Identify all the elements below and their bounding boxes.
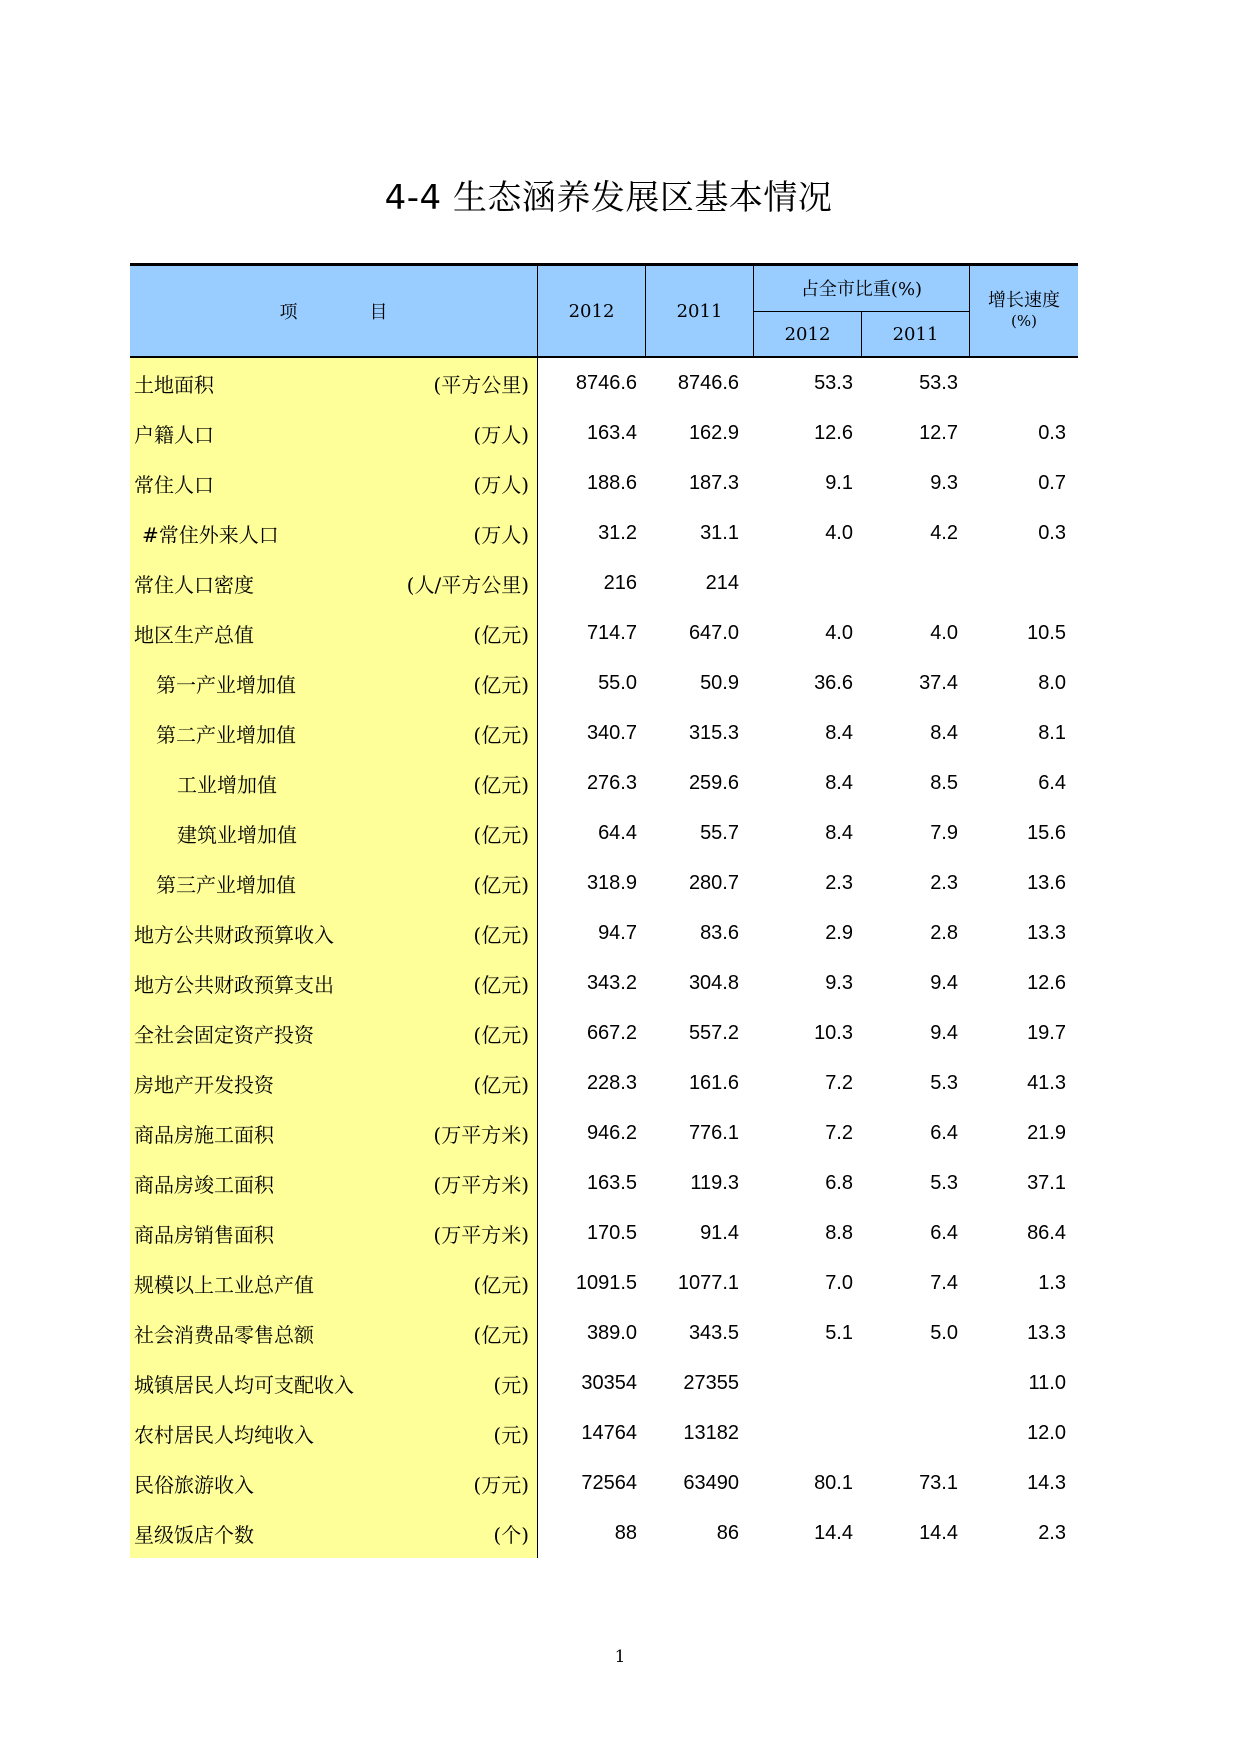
item-cell [130, 408, 537, 458]
share-2011: 73.1 [919, 1471, 958, 1494]
item-cell [130, 1458, 537, 1508]
item-cell [130, 358, 537, 408]
item-cell [130, 558, 537, 608]
item-cell [130, 1508, 537, 1558]
growth-rate: 13.3 [1027, 1321, 1066, 1344]
row-unit: (亿元) [473, 1322, 529, 1347]
share-2012: 36.6 [814, 671, 853, 694]
value-2012: 8746.6 [575, 371, 637, 394]
item-cell [130, 658, 537, 708]
value-2012: 343.2 [586, 971, 637, 994]
growth-rate: 0.7 [1038, 471, 1066, 494]
row-label: 房地产开发投资 [134, 1072, 274, 1097]
table-row [130, 708, 1078, 758]
table-body [130, 358, 1078, 1558]
table-row [130, 1008, 1078, 1058]
value-2012: 64.4 [598, 821, 637, 844]
table-row [130, 1308, 1078, 1358]
row-unit: (亿元) [473, 972, 529, 997]
row-unit: (亿元) [473, 1022, 529, 1047]
table-row [130, 858, 1078, 908]
value-2011: 776.1 [688, 1121, 739, 1144]
item-cell [130, 1108, 537, 1158]
share-2011: 14.4 [919, 1521, 958, 1544]
value-2011: 50.9 [700, 671, 739, 694]
value-2011: 27355 [683, 1371, 739, 1394]
table-row [130, 408, 1078, 458]
header-growth-unit: (%) [1011, 312, 1037, 330]
growth-rate: 8.0 [1038, 671, 1066, 694]
share-2012: 12.6 [814, 421, 853, 444]
item-cell [130, 808, 537, 858]
row-label: 户籍人口 [134, 422, 214, 447]
header-share-group: 占全市比重(%) [800, 279, 923, 300]
row-label: 民俗旅游收入 [134, 1472, 254, 1497]
page-title: 4-4 生态涵养发展区基本情况 [384, 178, 833, 218]
row-unit: (亿元) [473, 622, 529, 647]
value-2011: 162.9 [688, 421, 739, 444]
table-row [130, 508, 1078, 558]
item-cell [130, 1158, 537, 1208]
share-2012: 9.3 [825, 971, 853, 994]
row-unit: (亿元) [473, 872, 529, 897]
value-2011: 647.0 [688, 621, 739, 644]
row-unit: (万平方米) [433, 1122, 529, 1147]
share-2012: 2.9 [825, 921, 853, 944]
value-2011: 315.3 [688, 721, 739, 744]
row-unit: (亿元) [473, 822, 529, 847]
growth-rate: 13.6 [1027, 871, 1066, 894]
page-number: 1 [614, 1647, 626, 1667]
share-2012: 2.3 [825, 871, 853, 894]
table-row [130, 1058, 1078, 1108]
growth-rate: 12.0 [1027, 1421, 1066, 1444]
value-2011: 187.3 [688, 471, 739, 494]
row-unit: (个) [493, 1522, 529, 1547]
item-cell [130, 508, 537, 558]
value-2012: 88 [614, 1521, 637, 1544]
value-2012: 72564 [581, 1471, 637, 1494]
table-row [130, 1208, 1078, 1258]
row-unit: (亿元) [473, 722, 529, 747]
share-2012: 8.4 [825, 821, 853, 844]
value-2012: 667.2 [586, 1021, 637, 1044]
row-label: 农村居民人均纯收入 [134, 1422, 314, 1447]
value-2011: 86 [716, 1521, 739, 1544]
row-unit: (平方公里) [433, 372, 529, 397]
value-2012: 163.5 [586, 1171, 637, 1194]
item-cell [130, 1058, 537, 1108]
item-cell [130, 1358, 537, 1408]
table-row [130, 808, 1078, 858]
table-row [130, 758, 1078, 808]
header-2011: 2011 [676, 300, 723, 322]
value-2012: 389.0 [586, 1321, 637, 1344]
table-row [130, 1358, 1078, 1408]
row-label: 第一产业增加值 [156, 672, 296, 697]
share-2011: 6.4 [930, 1121, 958, 1144]
value-2011: 63490 [683, 1471, 739, 1494]
row-unit: (万平方米) [433, 1222, 529, 1247]
value-2011: 83.6 [700, 921, 739, 944]
growth-rate: 0.3 [1038, 421, 1066, 444]
table-row [130, 1108, 1078, 1158]
table-row [130, 958, 1078, 1008]
value-2011: 304.8 [688, 971, 739, 994]
table-row [130, 358, 1078, 408]
value-2011: 91.4 [700, 1221, 739, 1244]
value-2012: 170.5 [586, 1221, 637, 1244]
value-2011: 259.6 [688, 771, 739, 794]
statistics-table [130, 263, 1078, 1558]
row-unit: (元) [493, 1372, 529, 1397]
growth-rate: 86.4 [1027, 1221, 1066, 1244]
value-2011: 55.7 [700, 821, 739, 844]
value-2012: 94.7 [598, 921, 637, 944]
growth-rate: 41.3 [1027, 1071, 1066, 1094]
table-row [130, 1458, 1078, 1508]
table-row [130, 1258, 1078, 1308]
value-2012: 14764 [581, 1421, 637, 1444]
header-growth-label: 增长速度 [988, 290, 1060, 311]
row-unit: (万人) [473, 472, 529, 497]
row-label: 地区生产总值 [134, 622, 254, 647]
row-label: 常住人口密度 [134, 572, 254, 597]
growth-rate: 11.0 [1028, 1371, 1066, 1394]
share-2011: 8.5 [930, 771, 958, 794]
share-2012: 5.1 [825, 1321, 853, 1344]
item-cell [130, 1208, 537, 1258]
item-cell [130, 858, 537, 908]
value-2012: 946.2 [586, 1121, 637, 1144]
row-unit: (亿元) [473, 1072, 529, 1097]
row-label: 商品房销售面积 [134, 1222, 274, 1247]
row-unit: (元) [493, 1422, 529, 1447]
row-label: 规模以上工业总产值 [134, 1272, 314, 1297]
share-2012: 8.8 [825, 1221, 853, 1244]
share-2012: 53.3 [814, 371, 853, 394]
share-2012: 4.0 [825, 521, 853, 544]
value-2012: 188.6 [586, 471, 637, 494]
value-2011: 31.1 [700, 521, 739, 544]
row-label: 地方公共财政预算支出 [134, 972, 334, 997]
header-item: 项 目 [279, 302, 388, 323]
value-2011: 1077.1 [677, 1271, 739, 1294]
share-2012: 7.2 [825, 1071, 853, 1094]
share-2012: 6.8 [825, 1171, 853, 1194]
row-unit: (人/平方公里) [406, 572, 529, 597]
item-cell [130, 958, 537, 1008]
row-unit: (亿元) [473, 922, 529, 947]
value-2012: 276.3 [586, 771, 637, 794]
share-2012: 14.4 [814, 1521, 853, 1544]
growth-rate: 2.3 [1038, 1521, 1066, 1544]
share-2011: 7.4 [930, 1271, 958, 1294]
row-label: 常住人口 [134, 472, 214, 497]
share-2012: 4.0 [825, 621, 853, 644]
row-unit: (万元) [473, 1472, 529, 1497]
growth-rate: 37.1 [1027, 1171, 1066, 1194]
row-unit: (亿元) [473, 672, 529, 697]
row-label: #常住外来人口 [142, 522, 279, 547]
value-2011: 13182 [683, 1421, 739, 1444]
table-row [130, 458, 1078, 508]
value-2011: 280.7 [688, 871, 739, 894]
growth-rate: 15.6 [1027, 821, 1066, 844]
table-row [130, 558, 1078, 608]
row-label: 商品房施工面积 [134, 1122, 274, 1147]
value-2012: 55.0 [598, 671, 637, 694]
share-2011: 37.4 [919, 671, 958, 694]
value-2012: 216 [603, 571, 637, 594]
share-2011: 5.3 [930, 1071, 958, 1094]
growth-rate: 1.3 [1038, 1271, 1066, 1294]
row-label: 土地面积 [134, 372, 214, 397]
row-unit: (万人) [473, 422, 529, 447]
share-2011: 5.3 [930, 1171, 958, 1194]
value-2011: 557.2 [688, 1021, 739, 1044]
share-2011: 9.4 [930, 1021, 958, 1044]
value-2011: 119.3 [690, 1171, 739, 1194]
value-2011: 214 [705, 571, 739, 594]
share-2011: 7.9 [930, 821, 958, 844]
share-2011: 12.7 [919, 421, 958, 444]
value-2012: 228.3 [586, 1071, 637, 1094]
item-cell [130, 1258, 537, 1308]
share-2011: 6.4 [930, 1221, 958, 1244]
share-2011: 2.8 [930, 921, 958, 944]
growth-rate: 0.3 [1038, 521, 1066, 544]
share-2012: 8.4 [825, 771, 853, 794]
row-unit: (亿元) [473, 1272, 529, 1297]
row-label: 全社会固定资产投资 [134, 1022, 314, 1047]
share-2012: 7.2 [825, 1121, 853, 1144]
growth-rate: 14.3 [1027, 1471, 1066, 1494]
row-label: 第二产业增加值 [156, 722, 296, 747]
share-2012: 10.3 [814, 1021, 853, 1044]
value-2011: 8746.6 [677, 371, 739, 394]
share-2012: 7.0 [825, 1271, 853, 1294]
row-unit: (万平方米) [433, 1172, 529, 1197]
row-unit: (亿元) [473, 772, 529, 797]
growth-rate: 19.7 [1027, 1021, 1066, 1044]
share-2011: 8.4 [930, 721, 958, 744]
growth-rate: 13.3 [1027, 921, 1066, 944]
share-2011: 53.3 [919, 371, 958, 394]
item-cell [130, 708, 537, 758]
value-2012: 30354 [581, 1371, 637, 1394]
item-cell [130, 1008, 537, 1058]
item-cell [130, 1408, 537, 1458]
row-label: 社会消费品零售总额 [134, 1322, 314, 1347]
share-2011: 9.3 [930, 471, 958, 494]
row-label: 第三产业增加值 [156, 872, 296, 897]
value-2012: 31.2 [598, 521, 637, 544]
table-row [130, 608, 1078, 658]
growth-rate: 8.1 [1038, 721, 1066, 744]
share-2011: 4.2 [930, 521, 958, 544]
value-2012: 714.7 [586, 621, 637, 644]
share-2012: 9.1 [825, 471, 853, 494]
item-cell [130, 908, 537, 958]
share-2012: 8.4 [825, 721, 853, 744]
share-2011: 9.4 [930, 971, 958, 994]
share-2011: 5.0 [930, 1321, 958, 1344]
header-2012: 2012 [568, 300, 615, 322]
item-cell [130, 1308, 537, 1358]
value-2012: 1091.5 [575, 1271, 637, 1294]
value-2012: 318.9 [586, 871, 637, 894]
value-2012: 163.4 [586, 421, 637, 444]
table-row [130, 1158, 1078, 1208]
table-row [130, 1408, 1078, 1458]
header-share-2011: 2011 [892, 323, 939, 345]
table-row [130, 1508, 1078, 1558]
growth-rate: 6.4 [1038, 771, 1066, 794]
table-row [130, 908, 1078, 958]
item-cell [130, 758, 537, 808]
row-label: 商品房竣工面积 [134, 1172, 274, 1197]
value-2011: 161.6 [688, 1071, 739, 1094]
row-label: 城镇居民人均可支配收入 [134, 1372, 354, 1397]
growth-rate: 12.6 [1027, 971, 1066, 994]
row-label: 建筑业增加值 [177, 822, 297, 847]
table-row [130, 658, 1078, 708]
row-label: 工业增加值 [177, 772, 277, 797]
growth-rate: 10.5 [1027, 621, 1066, 644]
row-unit: (万人) [473, 522, 529, 547]
share-2011: 2.3 [930, 871, 958, 894]
row-label: 星级饭店个数 [134, 1522, 254, 1547]
share-2011: 4.0 [930, 621, 958, 644]
growth-rate: 21.9 [1027, 1121, 1066, 1144]
table-header [130, 266, 1078, 358]
value-2011: 343.5 [688, 1321, 739, 1344]
item-cell [130, 458, 537, 508]
header-share-2012: 2012 [784, 323, 831, 345]
header-growth [970, 266, 1078, 356]
value-2012: 340.7 [586, 721, 637, 744]
row-label: 地方公共财政预算收入 [134, 922, 334, 947]
share-2012: 80.1 [814, 1471, 853, 1494]
item-cell [130, 608, 537, 658]
